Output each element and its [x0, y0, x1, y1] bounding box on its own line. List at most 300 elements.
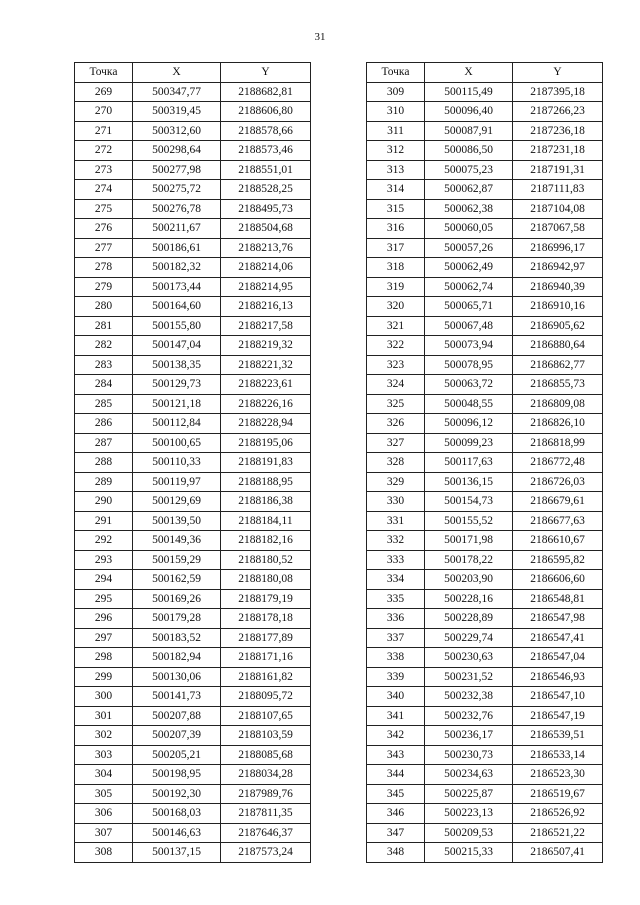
x-coordinate: 500277,98 [133, 160, 221, 180]
x-coordinate: 500121,18 [133, 394, 221, 414]
table-row [367, 589, 603, 609]
y-coordinate: 2186521,22 [513, 823, 603, 843]
x-coordinate: 500146,63 [133, 823, 221, 843]
y-coordinate: 2187111,83 [513, 180, 603, 200]
table-header-row [75, 63, 311, 83]
point-number: 303 [75, 745, 133, 765]
point-number: 294 [75, 570, 133, 590]
y-coordinate: 2186547,19 [513, 706, 603, 726]
point-number: 321 [367, 316, 425, 336]
point-number: 330 [367, 492, 425, 512]
x-coordinate: 500130,06 [133, 667, 221, 687]
x-coordinate: 500154,73 [425, 492, 513, 512]
y-coordinate: 2188095,72 [221, 687, 311, 707]
point-number: 306 [75, 804, 133, 824]
table-row [75, 784, 311, 804]
point-number: 286 [75, 414, 133, 434]
y-coordinate: 2186809,08 [513, 394, 603, 414]
y-coordinate: 2186726,03 [513, 472, 603, 492]
table-row [367, 316, 603, 336]
table-row [367, 687, 603, 707]
point-number: 272 [75, 141, 133, 161]
point-number: 302 [75, 726, 133, 746]
table-row [367, 511, 603, 531]
y-coordinate: 2188182,16 [221, 531, 311, 551]
table-row [75, 804, 311, 824]
table-row [367, 843, 603, 863]
table-row [367, 648, 603, 668]
table-row [75, 609, 311, 629]
table-row [367, 472, 603, 492]
y-coordinate: 2187646,37 [221, 823, 311, 843]
table-row [75, 433, 311, 453]
x-coordinate: 500173,44 [133, 277, 221, 297]
y-coordinate: 2186547,98 [513, 609, 603, 629]
y-coordinate: 2188578,66 [221, 121, 311, 141]
table-row [367, 628, 603, 648]
y-coordinate: 2186880,64 [513, 336, 603, 356]
x-coordinate: 500183,52 [133, 628, 221, 648]
table-row [75, 258, 311, 278]
y-coordinate: 2188195,06 [221, 433, 311, 453]
y-coordinate: 2188504,68 [221, 219, 311, 239]
table-row [367, 414, 603, 434]
point-number: 334 [367, 570, 425, 590]
y-coordinate: 2186818,99 [513, 433, 603, 453]
y-coordinate: 2188573,46 [221, 141, 311, 161]
table-row [75, 726, 311, 746]
point-number: 313 [367, 160, 425, 180]
point-number: 339 [367, 667, 425, 687]
table-row [367, 823, 603, 843]
x-coordinate: 500129,73 [133, 375, 221, 395]
point-number: 319 [367, 277, 425, 297]
x-coordinate: 500155,80 [133, 316, 221, 336]
x-coordinate: 500228,16 [425, 589, 513, 609]
y-coordinate: 2186772,48 [513, 453, 603, 473]
x-coordinate: 500186,61 [133, 238, 221, 258]
x-coordinate: 500232,76 [425, 706, 513, 726]
table-row [367, 199, 603, 219]
point-number: 327 [367, 433, 425, 453]
point-number: 343 [367, 745, 425, 765]
point-number: 291 [75, 511, 133, 531]
header-x: X [133, 63, 221, 83]
header-point: Точка [75, 63, 133, 83]
x-coordinate: 500096,40 [425, 102, 513, 122]
y-coordinate: 2186610,67 [513, 531, 603, 551]
y-coordinate: 2186548,81 [513, 589, 603, 609]
y-coordinate: 2188034,28 [221, 765, 311, 785]
x-coordinate: 500075,23 [425, 160, 513, 180]
point-number: 308 [75, 843, 133, 863]
table-row [75, 492, 311, 512]
table-row [75, 277, 311, 297]
x-coordinate: 500171,98 [425, 531, 513, 551]
point-number: 309 [367, 82, 425, 102]
table-row [75, 667, 311, 687]
x-coordinate: 500129,69 [133, 492, 221, 512]
y-coordinate: 2188495,73 [221, 199, 311, 219]
point-number: 342 [367, 726, 425, 746]
table-row [75, 843, 311, 863]
y-coordinate: 2188216,13 [221, 297, 311, 317]
y-coordinate: 2188178,18 [221, 609, 311, 629]
table-row [367, 726, 603, 746]
table-row [75, 628, 311, 648]
y-coordinate: 2187395,18 [513, 82, 603, 102]
x-coordinate: 500276,78 [133, 199, 221, 219]
x-coordinate: 500096,12 [425, 414, 513, 434]
table-row [75, 414, 311, 434]
table-row [75, 199, 311, 219]
table-row [367, 277, 603, 297]
table-row [75, 219, 311, 239]
y-coordinate: 2186862,77 [513, 355, 603, 375]
x-coordinate: 500275,72 [133, 180, 221, 200]
x-coordinate: 500060,05 [425, 219, 513, 239]
table-row [367, 570, 603, 590]
x-coordinate: 500179,28 [133, 609, 221, 629]
x-coordinate: 500147,04 [133, 336, 221, 356]
table-row [367, 141, 603, 161]
y-coordinate: 2187104,08 [513, 199, 603, 219]
point-number: 307 [75, 823, 133, 843]
point-number: 300 [75, 687, 133, 707]
point-number: 320 [367, 297, 425, 317]
table-row [367, 82, 603, 102]
point-number: 271 [75, 121, 133, 141]
point-number: 317 [367, 238, 425, 258]
x-coordinate: 500057,26 [425, 238, 513, 258]
y-coordinate: 2188184,11 [221, 511, 311, 531]
y-coordinate: 2186905,62 [513, 316, 603, 336]
table-row [75, 648, 311, 668]
point-number: 338 [367, 648, 425, 668]
y-coordinate: 2188186,38 [221, 492, 311, 512]
y-coordinate: 2187231,18 [513, 141, 603, 161]
x-coordinate: 500168,03 [133, 804, 221, 824]
x-coordinate: 500062,38 [425, 199, 513, 219]
point-number: 311 [367, 121, 425, 141]
y-coordinate: 2186910,16 [513, 297, 603, 317]
y-coordinate: 2188171,16 [221, 648, 311, 668]
x-coordinate: 500139,50 [133, 511, 221, 531]
y-coordinate: 2188107,65 [221, 706, 311, 726]
x-coordinate: 500205,21 [133, 745, 221, 765]
y-coordinate: 2186523,30 [513, 765, 603, 785]
point-number: 290 [75, 492, 133, 512]
header-point: Точка [367, 63, 425, 83]
point-number: 301 [75, 706, 133, 726]
point-number: 276 [75, 219, 133, 239]
header-y: Y [513, 63, 603, 83]
y-coordinate: 2188682,81 [221, 82, 311, 102]
point-number: 316 [367, 219, 425, 239]
y-coordinate: 2188217,58 [221, 316, 311, 336]
table-row [75, 121, 311, 141]
x-coordinate: 500230,63 [425, 648, 513, 668]
point-number: 310 [367, 102, 425, 122]
x-coordinate: 500110,33 [133, 453, 221, 473]
x-coordinate: 500100,65 [133, 433, 221, 453]
table-row [75, 570, 311, 590]
y-coordinate: 2188177,89 [221, 628, 311, 648]
point-number: 335 [367, 589, 425, 609]
y-coordinate: 2186606,60 [513, 570, 603, 590]
point-number: 281 [75, 316, 133, 336]
point-number: 283 [75, 355, 133, 375]
point-number: 315 [367, 199, 425, 219]
table-row [75, 82, 311, 102]
point-number: 287 [75, 433, 133, 453]
table-row [75, 550, 311, 570]
y-coordinate: 2186996,17 [513, 238, 603, 258]
point-number: 298 [75, 648, 133, 668]
table-row [367, 394, 603, 414]
y-coordinate: 2188180,52 [221, 550, 311, 570]
table-row [367, 219, 603, 239]
point-number: 323 [367, 355, 425, 375]
y-coordinate: 2188103,59 [221, 726, 311, 746]
x-coordinate: 500230,73 [425, 745, 513, 765]
x-coordinate: 500086,50 [425, 141, 513, 161]
x-coordinate: 500164,60 [133, 297, 221, 317]
table-row [367, 745, 603, 765]
table-row [75, 511, 311, 531]
y-coordinate: 2187266,23 [513, 102, 603, 122]
x-coordinate: 500229,74 [425, 628, 513, 648]
y-coordinate: 2186679,61 [513, 492, 603, 512]
y-coordinate: 2186595,82 [513, 550, 603, 570]
x-coordinate: 500347,77 [133, 82, 221, 102]
y-coordinate: 2186940,39 [513, 277, 603, 297]
point-number: 324 [367, 375, 425, 395]
table-row [75, 180, 311, 200]
x-coordinate: 500115,49 [425, 82, 513, 102]
y-coordinate: 2188188,95 [221, 472, 311, 492]
x-coordinate: 500137,15 [133, 843, 221, 863]
table-header-row [367, 63, 603, 83]
table-row [75, 238, 311, 258]
coordinates-table-left [74, 62, 311, 863]
x-coordinate: 500155,52 [425, 511, 513, 531]
table-row [367, 180, 603, 200]
page-number: 31 [314, 31, 326, 43]
y-coordinate: 2188213,76 [221, 238, 311, 258]
y-coordinate: 2188085,68 [221, 745, 311, 765]
point-number: 280 [75, 297, 133, 317]
x-coordinate: 500319,45 [133, 102, 221, 122]
table-row [75, 316, 311, 336]
x-coordinate: 500211,67 [133, 219, 221, 239]
x-coordinate: 500209,53 [425, 823, 513, 843]
x-coordinate: 500099,23 [425, 433, 513, 453]
coordinates-table-right [366, 62, 603, 863]
x-coordinate: 500078,95 [425, 355, 513, 375]
x-coordinate: 500117,63 [425, 453, 513, 473]
x-coordinate: 500192,30 [133, 784, 221, 804]
x-coordinate: 500182,94 [133, 648, 221, 668]
table-row [75, 823, 311, 843]
y-coordinate: 2188226,16 [221, 394, 311, 414]
y-coordinate: 2186547,10 [513, 687, 603, 707]
y-coordinate: 2186519,67 [513, 784, 603, 804]
y-coordinate: 2186533,14 [513, 745, 603, 765]
point-number: 329 [367, 472, 425, 492]
table-row [75, 745, 311, 765]
table-row [75, 141, 311, 161]
y-coordinate: 2186539,51 [513, 726, 603, 746]
point-number: 333 [367, 550, 425, 570]
header-x: X [425, 63, 513, 83]
point-number: 318 [367, 258, 425, 278]
y-coordinate: 2187573,24 [221, 843, 311, 863]
point-number: 274 [75, 180, 133, 200]
table-row [75, 102, 311, 122]
x-coordinate: 500225,87 [425, 784, 513, 804]
x-coordinate: 500232,38 [425, 687, 513, 707]
y-coordinate: 2186677,63 [513, 511, 603, 531]
table-row [75, 297, 311, 317]
x-coordinate: 500169,26 [133, 589, 221, 609]
y-coordinate: 2187811,35 [221, 804, 311, 824]
table-row [367, 453, 603, 473]
point-number: 312 [367, 141, 425, 161]
table-row [75, 706, 311, 726]
point-number: 284 [75, 375, 133, 395]
x-coordinate: 500062,49 [425, 258, 513, 278]
point-number: 270 [75, 102, 133, 122]
x-coordinate: 500141,73 [133, 687, 221, 707]
x-coordinate: 500312,60 [133, 121, 221, 141]
x-coordinate: 500062,74 [425, 277, 513, 297]
table-row [367, 550, 603, 570]
x-coordinate: 500073,94 [425, 336, 513, 356]
point-number: 344 [367, 765, 425, 785]
y-coordinate: 2186507,41 [513, 843, 603, 863]
x-coordinate: 500215,33 [425, 843, 513, 863]
point-number: 299 [75, 667, 133, 687]
point-number: 292 [75, 531, 133, 551]
point-number: 279 [75, 277, 133, 297]
x-coordinate: 500149,36 [133, 531, 221, 551]
y-coordinate: 2188180,08 [221, 570, 311, 590]
point-number: 278 [75, 258, 133, 278]
x-coordinate: 500062,87 [425, 180, 513, 200]
point-number: 341 [367, 706, 425, 726]
table-row [367, 784, 603, 804]
point-number: 332 [367, 531, 425, 551]
table-row [75, 453, 311, 473]
table-row [75, 160, 311, 180]
point-number: 273 [75, 160, 133, 180]
x-coordinate: 500112,84 [133, 414, 221, 434]
y-coordinate: 2188179,19 [221, 589, 311, 609]
point-number: 285 [75, 394, 133, 414]
table-row [75, 336, 311, 356]
x-coordinate: 500231,52 [425, 667, 513, 687]
y-coordinate: 2188161,82 [221, 667, 311, 687]
x-coordinate: 500065,71 [425, 297, 513, 317]
x-coordinate: 500138,35 [133, 355, 221, 375]
point-number: 348 [367, 843, 425, 863]
table-row [75, 375, 311, 395]
y-coordinate: 2186855,73 [513, 375, 603, 395]
y-coordinate: 2187191,31 [513, 160, 603, 180]
x-coordinate: 500182,32 [133, 258, 221, 278]
x-coordinate: 500298,64 [133, 141, 221, 161]
y-coordinate: 2188606,80 [221, 102, 311, 122]
table-row [367, 765, 603, 785]
table-row [367, 355, 603, 375]
x-coordinate: 500223,13 [425, 804, 513, 824]
y-coordinate: 2188221,32 [221, 355, 311, 375]
point-number: 326 [367, 414, 425, 434]
y-coordinate: 2188528,25 [221, 180, 311, 200]
table-row [367, 258, 603, 278]
point-number: 269 [75, 82, 133, 102]
point-number: 337 [367, 628, 425, 648]
x-coordinate: 500178,22 [425, 550, 513, 570]
table-row [367, 706, 603, 726]
x-coordinate: 500136,15 [425, 472, 513, 492]
table-row [367, 375, 603, 395]
table-row [75, 472, 311, 492]
table-row [367, 121, 603, 141]
x-coordinate: 500207,88 [133, 706, 221, 726]
table-row [367, 238, 603, 258]
y-coordinate: 2188551,01 [221, 160, 311, 180]
y-coordinate: 2188223,61 [221, 375, 311, 395]
x-coordinate: 500236,17 [425, 726, 513, 746]
y-coordinate: 2187236,18 [513, 121, 603, 141]
table-row [367, 297, 603, 317]
x-coordinate: 500159,29 [133, 550, 221, 570]
point-number: 347 [367, 823, 425, 843]
y-coordinate: 2186526,92 [513, 804, 603, 824]
x-coordinate: 500228,89 [425, 609, 513, 629]
point-number: 296 [75, 609, 133, 629]
point-number: 346 [367, 804, 425, 824]
x-coordinate: 500207,39 [133, 726, 221, 746]
point-number: 325 [367, 394, 425, 414]
table-row [367, 492, 603, 512]
x-coordinate: 500048,55 [425, 394, 513, 414]
table-row [75, 394, 311, 414]
point-number: 275 [75, 199, 133, 219]
header-y: Y [221, 63, 311, 83]
y-coordinate: 2188214,06 [221, 258, 311, 278]
point-number: 282 [75, 336, 133, 356]
y-coordinate: 2186826,10 [513, 414, 603, 434]
table-row [367, 531, 603, 551]
x-coordinate: 500162,59 [133, 570, 221, 590]
table-row [75, 765, 311, 785]
x-coordinate: 500063,72 [425, 375, 513, 395]
y-coordinate: 2186547,41 [513, 628, 603, 648]
point-number: 288 [75, 453, 133, 473]
table-row [75, 687, 311, 707]
y-coordinate: 2188191,83 [221, 453, 311, 473]
point-number: 345 [367, 784, 425, 804]
x-coordinate: 500203,90 [425, 570, 513, 590]
table-row [367, 336, 603, 356]
table-row [75, 355, 311, 375]
point-number: 336 [367, 609, 425, 629]
x-coordinate: 500234,63 [425, 765, 513, 785]
point-number: 277 [75, 238, 133, 258]
